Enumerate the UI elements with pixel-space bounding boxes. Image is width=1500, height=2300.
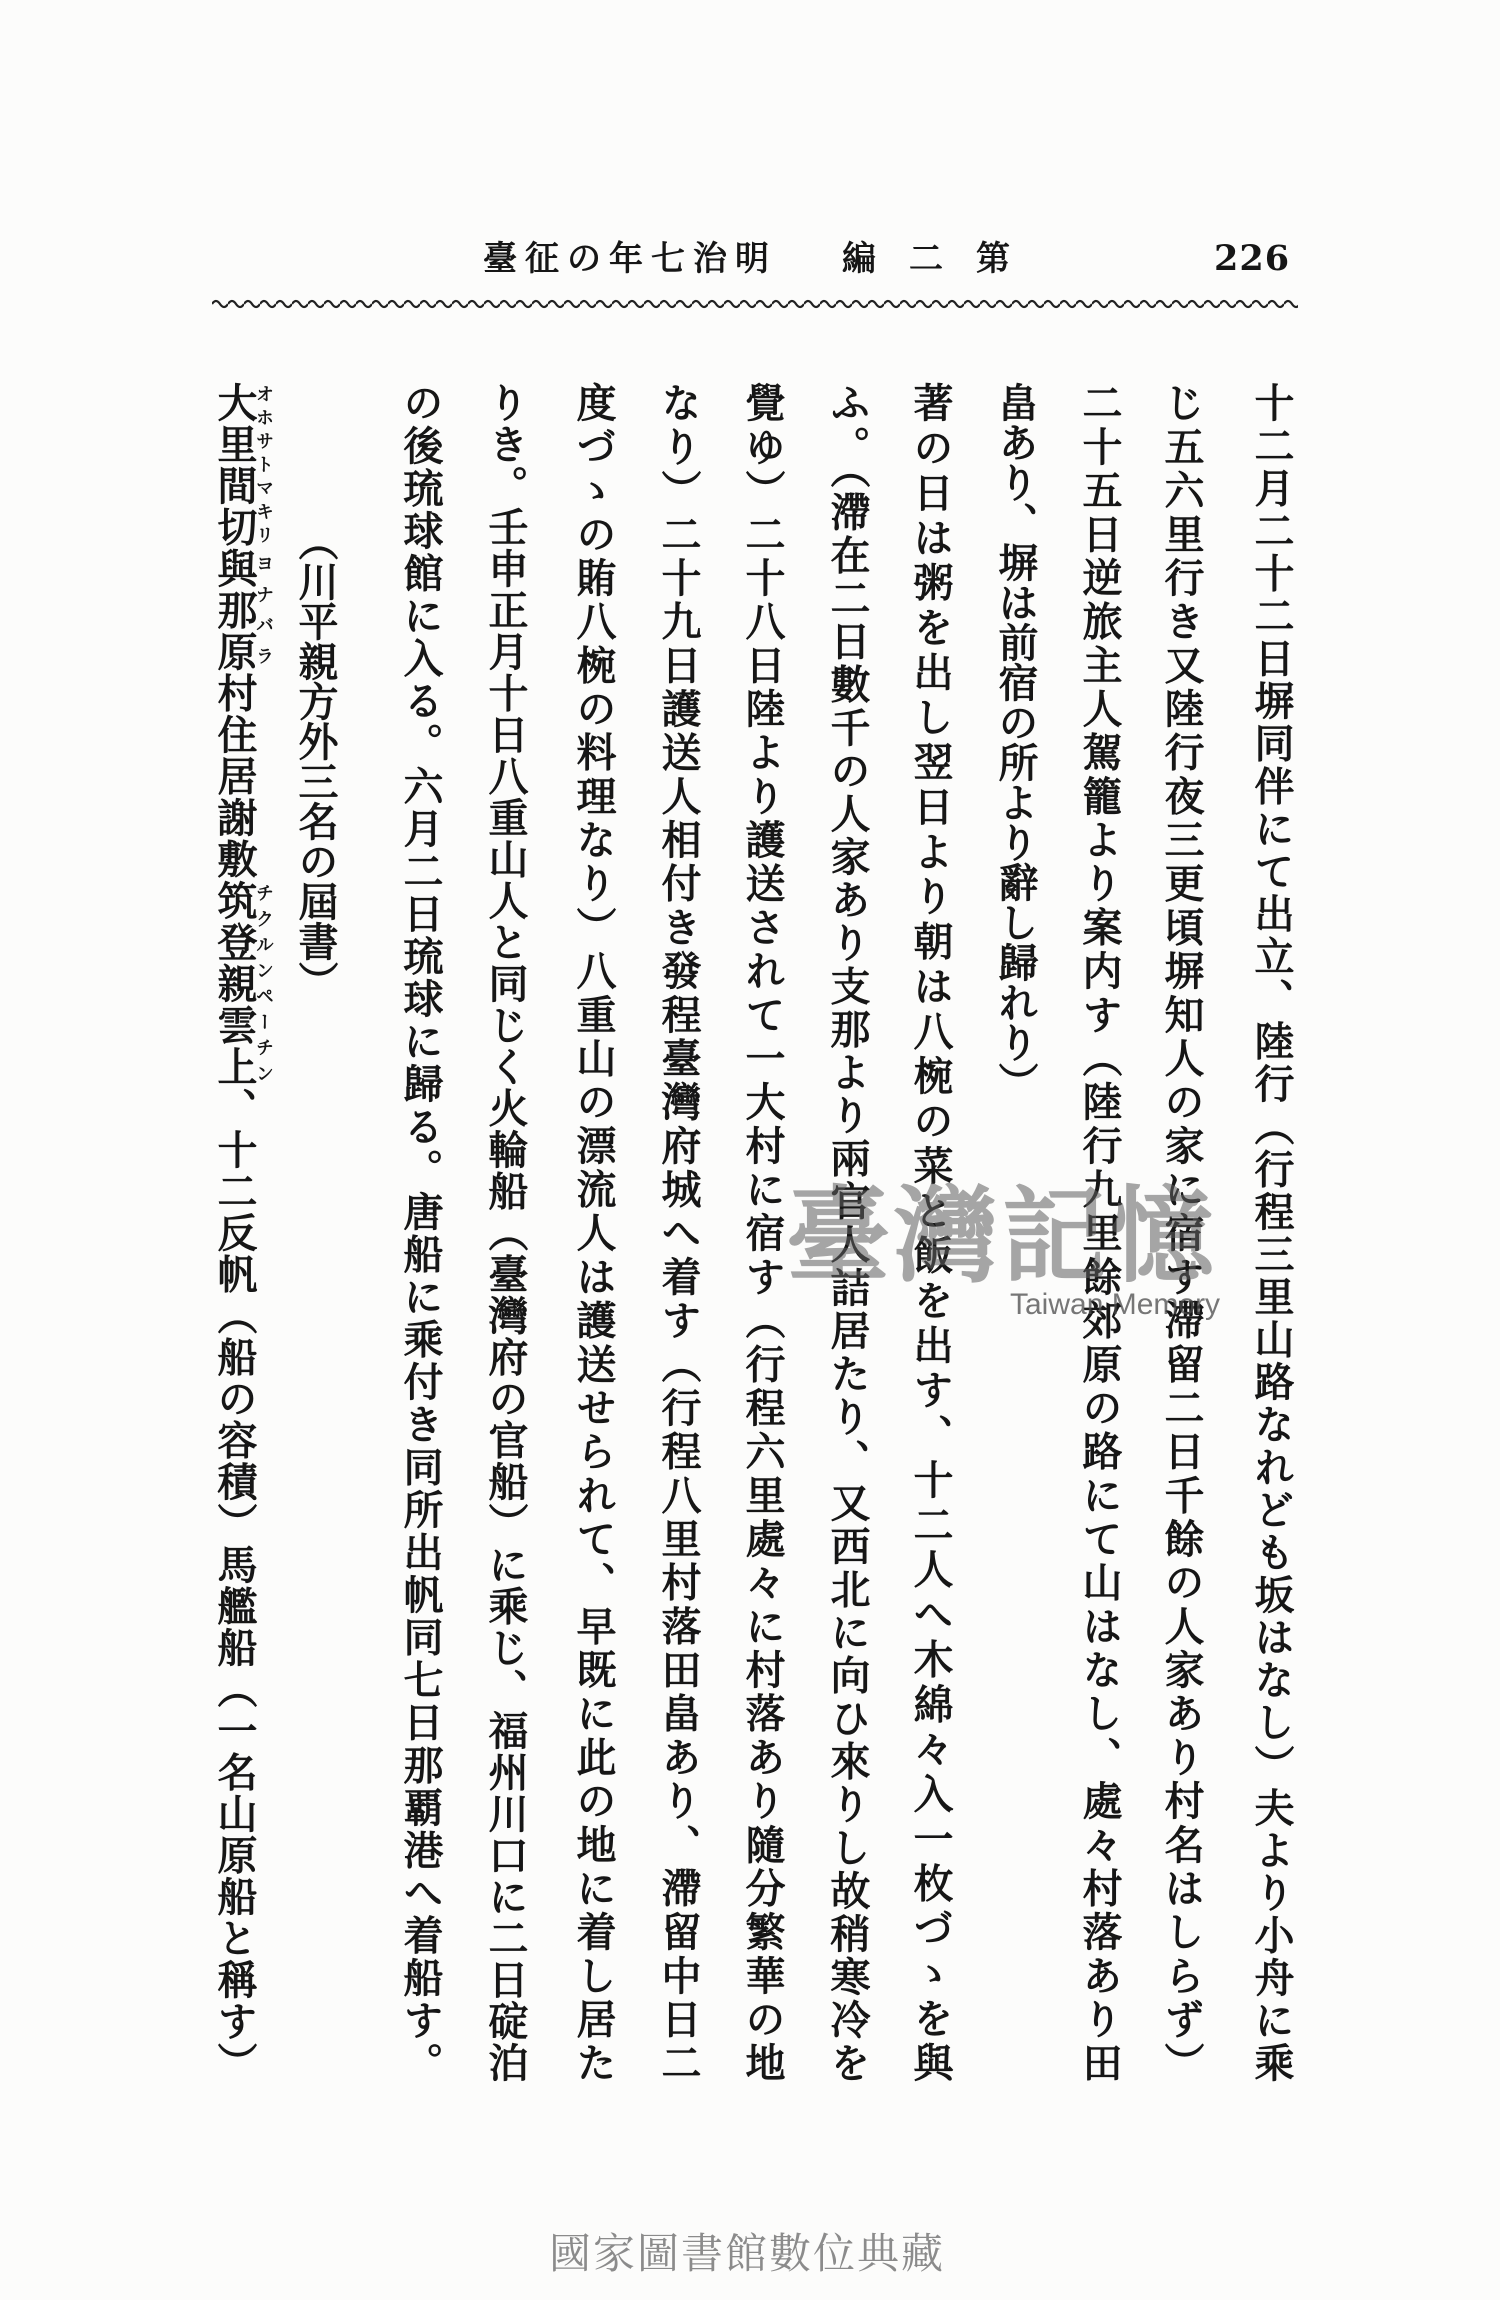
ruby-reading: オホサトマキリ (253, 382, 274, 547)
text-column-7: 覺ゆ）二十八日陸より護送されて一大村に宿す（行程六里處々に村落あり隨分繁華の地 (739, 382, 786, 2082)
text-column-4: 畠あり、塀は前宿の所より辭し歸れり） (992, 382, 1039, 1102)
text-column-3: 二十五日逆旅主人駕籠より案内す（陸行九里餘郊原の路にて山はなし、處々村落あり田 (1076, 382, 1123, 2082)
ruby-base: 筑登親雲上 (211, 880, 258, 1088)
watermark-logo-subtitle: Taiwan Memory (1010, 1288, 1221, 1321)
text-column-6: ふ。（滯在二日數千の人家あり支那より兩官人詰居たり、又西北に向ひ來りし故稍寒冷を (824, 382, 871, 2082)
column-text-segment: 、十二反帆（船の容積）馬艦船（一名山原船と稱す） (211, 1087, 258, 2082)
text-column-11: の後琉球館に入る。六月二日琉球に歸る。唐船に乘付き同所出帆同七日那覇港へ着船す。 (397, 382, 444, 2082)
running-title: 臺征の年七治明 (483, 239, 777, 279)
header-wavy-rule (212, 296, 1298, 312)
ruby-yonabaru (211, 548, 274, 673)
text-column-10: りき。壬申正月十日八重山人と同じく火輪船（臺灣府の官船）に乘じ、福州川口に二日碇泊 (482, 382, 529, 2082)
text-column-2: じ五六里行き又陸行夜三更頃塀知人の家に宿す滯留二日千餘の人家あり村名はしらず） (1158, 382, 1205, 2082)
document-attribution: （川平親方外三名の屆書） (292, 521, 339, 1001)
text-column-13 (184, 382, 284, 2082)
part-title: 編二第 (842, 239, 1043, 279)
text-column-1: 十二月二十二日塀同伴にて出立、陸行（行程三里山路なれども坂はなし）夫より小舟に乘 (1248, 382, 1295, 2082)
column-text-segment: 村住居謝敷 (211, 672, 258, 880)
ruby-reading: チクルンペーチン (253, 880, 274, 1086)
page-number: 226 (1214, 238, 1291, 279)
text-column-9: 度づゝの賄八椀の料理なり）八重山の漂流人は護送せられて、早既に此の地に着し居た (570, 382, 617, 2082)
footer-source: 國家圖書館數位典藏 (549, 2229, 946, 2278)
text-column-8: なり）二十九日護送人相付き發程臺灣府城へ着す（行程八里村落田畠あり、滯留中日二 (655, 382, 702, 2082)
watermark-logo-text: 臺灣記憶 (786, 1174, 1219, 1297)
ruby-base: 與那原 (211, 548, 258, 673)
ruby-chikudun-peechin (211, 880, 274, 1088)
text-column-5: 著の日は粥を出し翌日より朝は八椀の菜と飯を出す、十二人へ木綿々入一枚づゝを與 (907, 382, 954, 2083)
ruby-base: 大里間切 (211, 382, 258, 548)
ruby-oosato-magiri (211, 382, 274, 548)
ruby-reading: ヨナバラ (253, 548, 274, 671)
